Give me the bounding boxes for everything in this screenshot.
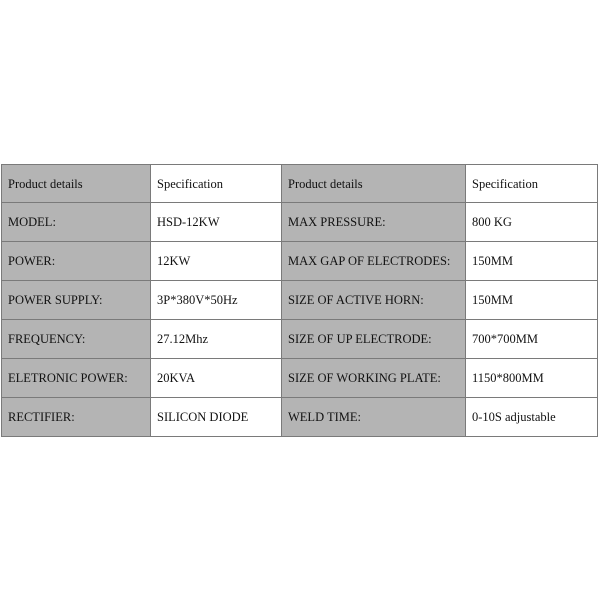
row-value-right: 150MM (466, 281, 598, 320)
row-value-left: SILICON DIODE (151, 398, 282, 437)
row-value-right: 150MM (466, 242, 598, 281)
table-row (2, 203, 598, 242)
row-value-left: 27.12Mhz (151, 320, 282, 359)
row-label-right: SIZE OF UP ELECTRODE: (282, 320, 466, 359)
table-row (2, 320, 598, 359)
row-label-left: RECTIFIER: (2, 398, 151, 437)
row-value-left: HSD-12KW (151, 203, 282, 242)
table-row (2, 281, 598, 320)
row-value-right: 800 KG (466, 203, 598, 242)
header-specification-1: Specification (151, 165, 282, 203)
row-label-left: FREQUENCY: (2, 320, 151, 359)
header-product-details-2: Product details (282, 165, 466, 203)
row-label-right: SIZE OF ACTIVE HORN: (282, 281, 466, 320)
table-row (2, 398, 598, 437)
row-label-left: POWER: (2, 242, 151, 281)
row-label-right: MAX GAP OF ELECTRODES: (282, 242, 466, 281)
header-specification-2: Specification (466, 165, 598, 203)
row-label-right: WELD TIME: (282, 398, 466, 437)
table-row (2, 359, 598, 398)
row-label-left: ELETRONIC POWER: (2, 359, 151, 398)
row-label-left: POWER SUPPLY: (2, 281, 151, 320)
row-value-right: 1150*800MM (466, 359, 598, 398)
row-value-left: 20KVA (151, 359, 282, 398)
header-product-details-1: Product details (2, 165, 151, 203)
row-value-right: 0-10S adjustable (466, 398, 598, 437)
table-header-row (2, 165, 598, 203)
row-value-right: 700*700MM (466, 320, 598, 359)
row-label-right: MAX PRESSURE: (282, 203, 466, 242)
table-row (2, 242, 598, 281)
spec-table (1, 164, 598, 437)
row-value-left: 3P*380V*50Hz (151, 281, 282, 320)
row-value-left: 12KW (151, 242, 282, 281)
row-label-left: MODEL: (2, 203, 151, 242)
row-label-right: SIZE OF WORKING PLATE: (282, 359, 466, 398)
